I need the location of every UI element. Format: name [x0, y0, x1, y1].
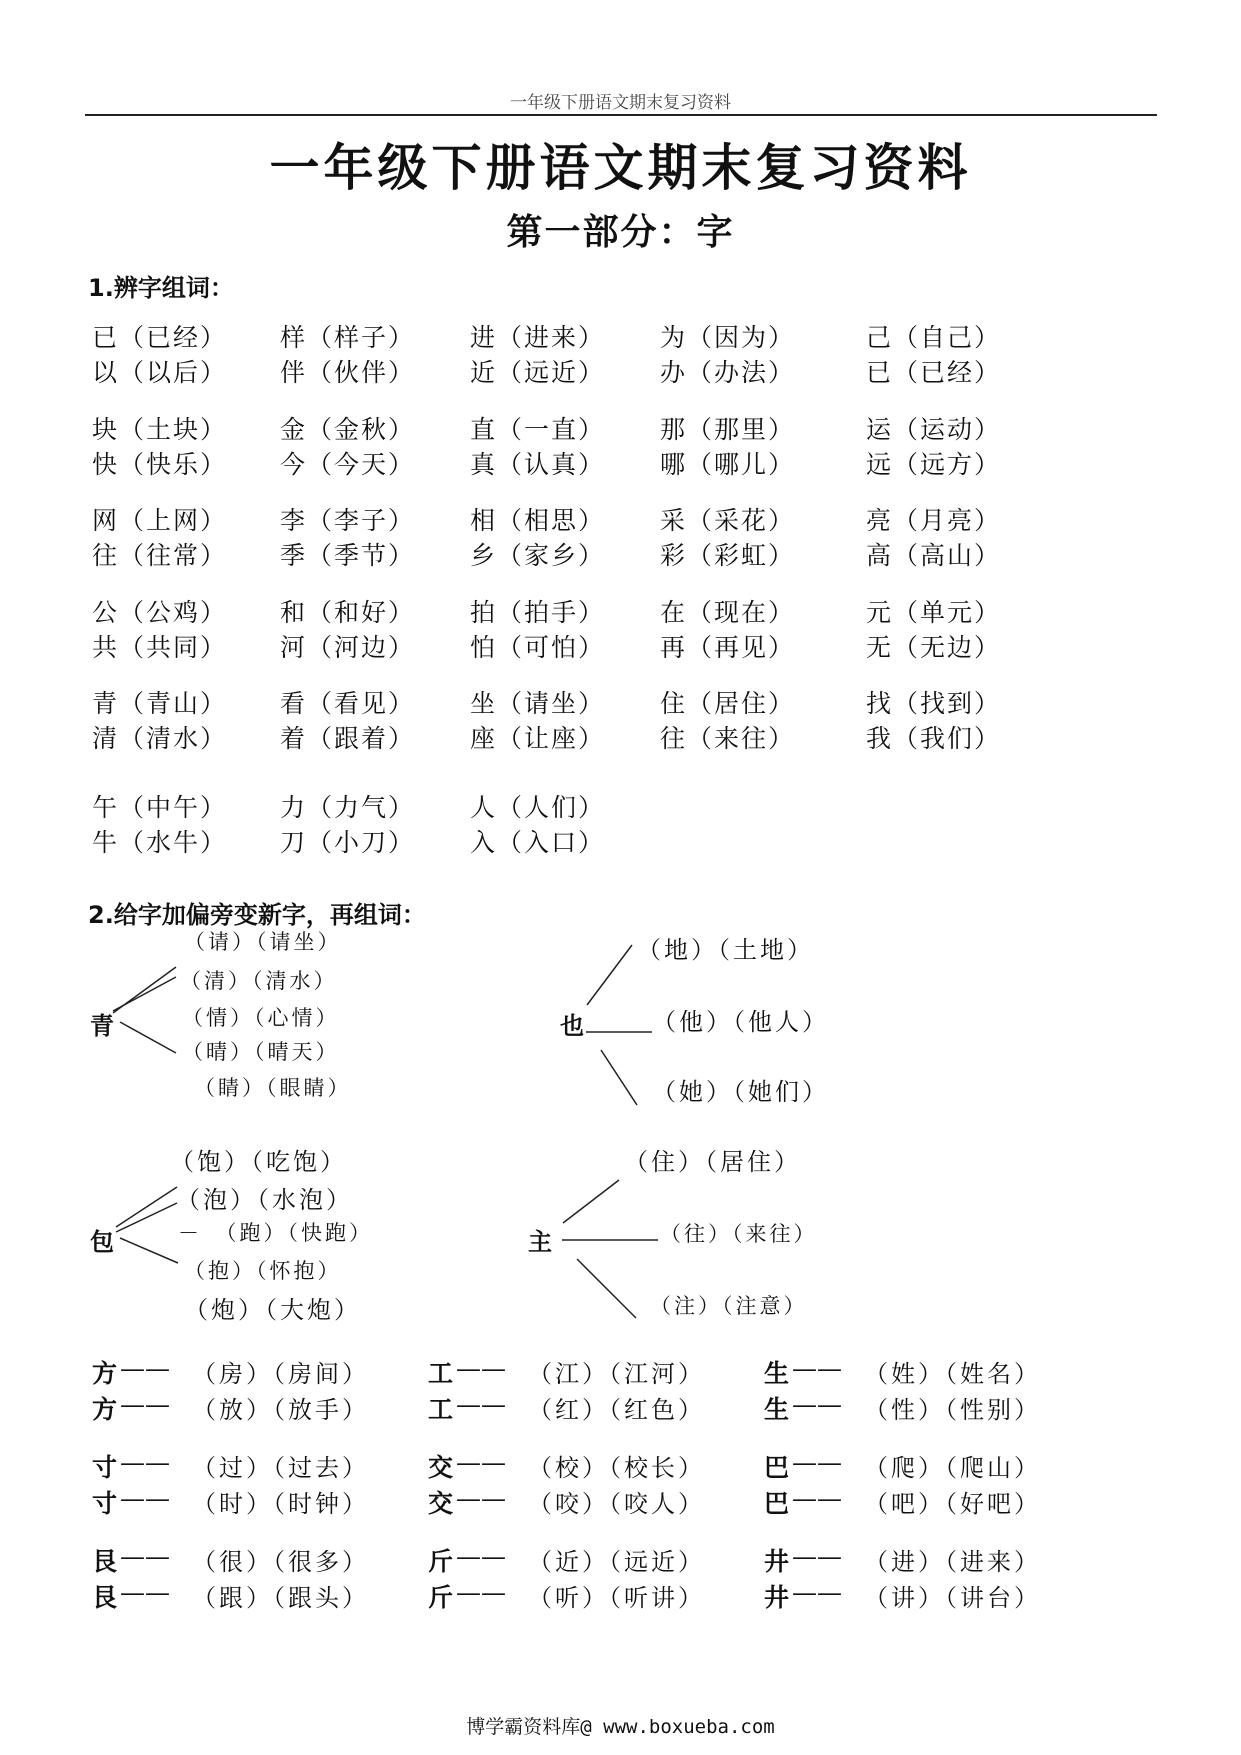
tree-item: （情）（心情）	[182, 1006, 340, 1030]
word-pair-entry: 样（样子）	[280, 323, 416, 352]
word-pair-entry: 采（采花）	[660, 506, 796, 535]
word-pair-entry: 今（今天）	[280, 450, 416, 479]
word-pair-entry: 牛（水牛）	[92, 828, 228, 857]
word-pair-entry: 看（看见）	[280, 689, 416, 718]
radical-char: 艮	[92, 1547, 118, 1576]
word-pair-entry: 己（自己）	[866, 323, 1002, 352]
dash: ——	[120, 1578, 170, 1607]
page-footer: 博学霸资料库@ www.boxueba.com	[466, 1716, 775, 1738]
new-char-word: （红）（红色）	[528, 1396, 705, 1424]
header-rule	[85, 114, 1157, 116]
word-pair-entry: 共（共同）	[92, 633, 228, 662]
radical-char: 艮	[92, 1583, 118, 1612]
word-pair-entry: 河（河边）	[280, 633, 416, 662]
word-pair-entry: 近（远近）	[470, 358, 606, 387]
radical-char: 工	[428, 1395, 454, 1424]
word-pair-entry: 乡（家乡）	[470, 541, 606, 570]
tree-item: （抱）（怀抱）	[184, 1259, 342, 1283]
word-pair-entry: 哪（哪儿）	[660, 450, 796, 479]
word-pair-entry: 伴（伙伴）	[280, 358, 416, 387]
word-pair-entry: 公（公鸡）	[92, 598, 228, 627]
word-pair-entry: 拍（拍手）	[470, 598, 606, 627]
dash: ——	[792, 1484, 842, 1513]
dash: ——	[792, 1354, 842, 1383]
word-pair-entry: 元（单元）	[866, 598, 1002, 627]
dash: ——	[792, 1542, 842, 1571]
radical-char: 交	[428, 1489, 454, 1518]
dash: ——	[456, 1390, 506, 1419]
radical-char: 工	[428, 1359, 454, 1388]
dash: ——	[120, 1354, 170, 1383]
tree-item: （请）（请坐）	[184, 930, 342, 954]
new-char-word: （讲）（讲台）	[864, 1584, 1041, 1612]
word-pair-entry: 青（青山）	[92, 689, 228, 718]
word-pair-entry: 真（认真）	[470, 450, 606, 479]
word-pair-entry: 找（找到）	[866, 689, 1002, 718]
new-char-word: （很）（很多）	[192, 1548, 369, 1576]
radical-char: 生	[764, 1359, 790, 1388]
tree-root-ye: 也	[560, 1011, 584, 1040]
tree-item: （注）（注意）	[650, 1294, 808, 1318]
radical-char: 方	[92, 1395, 118, 1424]
dash: ——	[120, 1484, 170, 1513]
word-pair-entry: 刀（小刀）	[280, 828, 416, 857]
new-char-word: （性）（性别）	[864, 1396, 1041, 1424]
tree-item: － （跑）（快跑）	[178, 1221, 373, 1245]
word-pair-entry: 座（让座）	[470, 724, 606, 753]
word-pair-entry: 运（运动）	[866, 415, 1002, 444]
word-pair-entry: 网（上网）	[92, 506, 228, 535]
radical-char: 生	[764, 1395, 790, 1424]
word-pair-entry: 为（因为）	[660, 323, 796, 352]
dash: ——	[792, 1578, 842, 1607]
radical-char: 寸	[92, 1453, 118, 1482]
new-char-word: （校）（校长）	[528, 1454, 705, 1482]
dash: ——	[120, 1448, 170, 1477]
word-pair-entry: 入（入口）	[470, 828, 606, 857]
radical-char: 斤	[428, 1547, 454, 1576]
tree-item: （住）（居住）	[624, 1148, 801, 1176]
word-pair-entry: 彩（彩虹）	[660, 541, 796, 570]
word-pair-entry: 坐（请坐）	[470, 689, 606, 718]
word-pair-entry: 怕（可怕）	[470, 633, 606, 662]
new-char-word: （房）（房间）	[192, 1360, 369, 1388]
radical-char: 寸	[92, 1489, 118, 1518]
tree-root-zhu: 主	[528, 1227, 552, 1256]
tree-item: （炮）（大炮）	[184, 1296, 361, 1324]
dash: ——	[456, 1542, 506, 1571]
word-pair-entry: 住（居住）	[660, 689, 796, 718]
dash: ——	[456, 1484, 506, 1513]
radical-char: 巴	[764, 1453, 790, 1482]
radical-char: 斤	[428, 1583, 454, 1612]
page-title: 一年级下册语文期末复习资料	[269, 138, 972, 197]
dash: ——	[456, 1578, 506, 1607]
section1-title: 1.辨字组词：	[88, 274, 234, 302]
word-pair-entry: 块（土块）	[92, 415, 228, 444]
word-pair-entry: 那（那里）	[660, 415, 796, 444]
tree-root-qing: 青	[90, 1011, 114, 1040]
new-char-word: （跟）（跟头）	[192, 1584, 369, 1612]
tree-item: （她）（她们）	[652, 1078, 829, 1106]
word-pair-entry: 着（跟着）	[280, 724, 416, 753]
tree-item: （睛）（眼睛）	[194, 1076, 352, 1100]
new-char-word: （时）（时钟）	[192, 1490, 369, 1518]
new-char-word: （姓）（姓名）	[864, 1360, 1041, 1388]
word-pair-entry: 办（办法）	[660, 358, 796, 387]
word-pair-entry: 季（季节）	[280, 541, 416, 570]
word-pair-entry: 直（一直）	[470, 415, 606, 444]
tree-item: （他）（他人）	[652, 1008, 829, 1036]
word-pair-entry: 高（高山）	[866, 541, 1002, 570]
word-pair-entry: 以（以后）	[92, 358, 228, 387]
tree-item: （饱）（吃饱）	[170, 1148, 347, 1176]
new-char-word: （近）（远近）	[528, 1548, 705, 1576]
word-pair-entry: 快（快乐）	[92, 450, 228, 479]
new-char-word: （过）（过去）	[192, 1454, 369, 1482]
page-header: 一年级下册语文期末复习资料	[510, 93, 731, 113]
part-title: 第一部分：字	[506, 211, 735, 253]
tree-item: （清）（清水）	[180, 969, 338, 993]
word-pair-entry: 李（李子）	[280, 506, 416, 535]
radical-char: 井	[764, 1583, 790, 1612]
new-char-word: （进）（进来）	[864, 1548, 1041, 1576]
word-pair-entry: 无（无边）	[866, 633, 1002, 662]
word-pair-entry: 午（中午）	[92, 793, 228, 822]
word-pair-entry: 已（已经）	[866, 358, 1002, 387]
dash: ——	[120, 1542, 170, 1571]
radical-char: 交	[428, 1453, 454, 1482]
dash: ——	[792, 1448, 842, 1477]
word-pair-entry: 金（金秋）	[280, 415, 416, 444]
new-char-word: （咬）（咬人）	[528, 1490, 705, 1518]
word-pair-entry: 我（我们）	[866, 724, 1002, 753]
word-pair-entry: 清（清水）	[92, 724, 228, 753]
dash: ——	[120, 1390, 170, 1419]
dash: ——	[792, 1390, 842, 1419]
new-char-word: （吧）（好吧）	[864, 1490, 1041, 1518]
word-pair-entry: 亮（月亮）	[866, 506, 1002, 535]
new-char-word: （放）（放手）	[192, 1396, 369, 1424]
word-pair-entry: 和（和好）	[280, 598, 416, 627]
word-pair-entry: 再（再见）	[660, 633, 796, 662]
word-pair-entry: 已（已经）	[92, 323, 228, 352]
radical-char: 方	[92, 1359, 118, 1388]
tree-item: （晴）（晴天）	[182, 1040, 340, 1064]
new-char-word: （爬）（爬山）	[864, 1454, 1041, 1482]
new-char-word: （江）（江河）	[528, 1360, 705, 1388]
tree-item: （地）（土地）	[637, 936, 814, 964]
word-pair-entry: 进（进来）	[470, 323, 606, 352]
word-pair-entry: 往（往常）	[92, 541, 228, 570]
word-pair-entry: 远（远方）	[866, 450, 1002, 479]
section2-title: 2.给字加偏旁变新字，再组词：	[88, 901, 426, 929]
dash: ——	[456, 1354, 506, 1383]
tree-item: （泡）（水泡）	[176, 1186, 353, 1214]
radical-char: 巴	[764, 1489, 790, 1518]
word-pair-entry: 人（人们）	[470, 793, 606, 822]
tree-root-bao: 包	[90, 1227, 114, 1256]
tree-item: （往）（来往）	[660, 1222, 818, 1246]
word-pair-entry: 往（来往）	[660, 724, 796, 753]
new-char-word: （听）（听讲）	[528, 1584, 705, 1612]
radical-char: 井	[764, 1547, 790, 1576]
word-pair-entry: 相（相思）	[470, 506, 606, 535]
dash: ——	[456, 1448, 506, 1477]
word-pair-entry: 在（现在）	[660, 598, 796, 627]
word-pair-entry: 力（力气）	[280, 793, 416, 822]
